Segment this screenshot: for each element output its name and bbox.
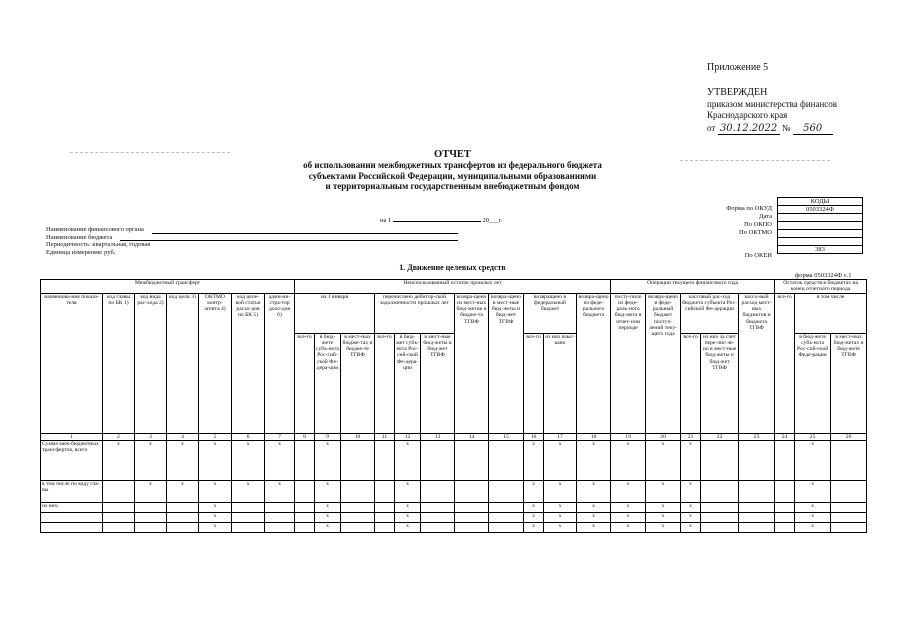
sub-collected: из них взыс-кано (544, 333, 577, 433)
codes-header: КОДЫ (778, 198, 863, 206)
table-cell (775, 522, 795, 532)
table-cell (701, 440, 739, 480)
table-cell (135, 502, 167, 512)
form-reference: форма 0503324Ф с.1 (795, 272, 852, 279)
approval-number: 560 (793, 123, 833, 135)
table-cell: x (611, 512, 646, 522)
table-cell (701, 480, 739, 502)
table-cell: x (646, 522, 681, 532)
col-number: 7 (265, 433, 295, 440)
table-cell (421, 512, 455, 522)
table-cell: x (395, 480, 421, 502)
codes-table (777, 197, 863, 254)
table-cell: x (577, 502, 611, 512)
main-table (40, 279, 867, 533)
table-row (41, 512, 867, 522)
table-cell: x (795, 522, 831, 532)
sub-all: все-го (375, 333, 395, 433)
col-number: 23 (739, 433, 775, 440)
table-cell (375, 440, 395, 480)
table-cell (489, 440, 524, 480)
col-number: 6 (232, 433, 265, 440)
table-cell (739, 522, 775, 532)
number-label: № (781, 123, 791, 133)
col-number: 22 (701, 433, 739, 440)
table-cell: x (524, 522, 544, 532)
table-cell: x (167, 480, 199, 502)
period-prefix: на 1 (380, 217, 392, 224)
table-cell (831, 512, 867, 522)
table-cell (295, 502, 315, 512)
table-cell: x (167, 440, 199, 480)
table-cell: x (681, 440, 701, 480)
table-cell (341, 440, 375, 480)
table-cell: x (681, 502, 701, 512)
sub-subject-budget: в бюд-жете субъ-екта Рос-сий-ской Фе-дера-ции (315, 333, 341, 433)
table-cell (295, 522, 315, 532)
table-cell (295, 440, 315, 480)
table-cell: x (577, 480, 611, 502)
col-number: 16 (524, 433, 544, 440)
table-cell (421, 502, 455, 512)
table-cell (421, 522, 455, 532)
table-cell: x (524, 512, 544, 522)
data-rows (41, 440, 867, 532)
col-number: 5 (199, 433, 232, 440)
table-row (41, 440, 867, 480)
table-cell (103, 502, 135, 512)
table-cell (701, 512, 739, 522)
table-cell: x (315, 512, 341, 522)
table-cell (455, 440, 489, 480)
table-cell: x (135, 480, 167, 502)
meta-field-budget (46, 234, 458, 242)
col-goal-code: код цели 3) (167, 293, 199, 433)
table-cell: x (395, 502, 421, 512)
table-cell (421, 480, 455, 502)
table-cell (739, 440, 775, 480)
table-cell: x (199, 522, 232, 532)
col-received-fed: посту-пило из феде-раль-ного бюд-жета в отчет-ном периоде (611, 293, 646, 433)
row-label: в том числе по коду гла-вы (41, 480, 103, 502)
table-cell (341, 502, 375, 512)
table-cell: x (544, 512, 577, 522)
sub-all: все-го (295, 333, 315, 433)
meta-label: Наименование бюджета (46, 233, 113, 241)
sub-local-budget: в мест-ных бюдже-тах и бюдже-те ТГВФ (341, 333, 375, 433)
table-cell: x (395, 440, 421, 480)
table-cell (232, 512, 265, 522)
table-cell (265, 522, 295, 532)
table-cell (341, 522, 375, 532)
meta-field-finorgan (46, 226, 458, 234)
table-cell: x (524, 502, 544, 512)
col-number: 20 (646, 433, 681, 440)
report-subtitle-line3: и территориальным государственным внебюджетным фондом (325, 181, 580, 191)
table-cell: x (135, 440, 167, 480)
table-row (41, 480, 867, 502)
period-blank (393, 221, 481, 222)
table-cell: x (265, 440, 295, 480)
table-cell (341, 480, 375, 502)
period-suffix: 20___г. (482, 217, 503, 224)
table-cell (103, 522, 135, 532)
codes-label-form: Форма по ОКУД (726, 205, 772, 212)
table-cell: x (199, 480, 232, 502)
report-subtitle (0, 160, 905, 192)
col-oktmo: ОКТМО контр-агента 4) (199, 293, 232, 433)
table-cell: x (265, 480, 295, 502)
table-cell (265, 502, 295, 512)
table-cell (295, 512, 315, 522)
col-number: 12 (395, 433, 421, 440)
col-debt: перечислено дебитор-ской задолженности прошлых лет (375, 293, 455, 333)
table-cell (167, 502, 199, 512)
table-cell (265, 512, 295, 522)
col-number: 3 (135, 433, 167, 440)
sub-all: все-го (524, 333, 544, 433)
group-transfer: Межбюджетный трансферт (41, 280, 295, 294)
table-cell: x (315, 502, 341, 512)
col-number: 8 (295, 433, 315, 440)
table-cell: x (611, 522, 646, 532)
table-cell: x (232, 480, 265, 502)
sub-to-local: в мест-ные бюд-жеты и бюд-жет ТГВФ (421, 333, 455, 433)
table-cell (135, 522, 167, 532)
table-cell (775, 512, 795, 522)
table-cell (375, 480, 395, 502)
report-title: ОТЧЕТ (434, 149, 471, 160)
group-unused-balance: Неиспользованный остаток прошлых лет (295, 280, 611, 294)
table-cell: x (315, 480, 341, 502)
table-cell (232, 522, 265, 532)
table-cell: x (611, 440, 646, 480)
col-number: 10 (341, 433, 375, 440)
table-cell: x (232, 440, 265, 480)
col-local-expense: кассо-вый расход мест-ных бюджетов и бюджета ТГВФ (739, 293, 775, 433)
table-cell: x (544, 480, 577, 502)
row-label: Сумма меж-бюджетных трансфертов, всего (41, 440, 103, 480)
col-number: 24 (775, 433, 795, 440)
report-subtitle-line1: об использовании межбюджетных трансфертов из федерального бюджета (303, 160, 602, 170)
table-cell: x (199, 440, 232, 480)
sub-end-subject: в бюд-жете субъ-екта Рос-сий-ской Феде-рации (795, 333, 831, 433)
col-returned-current: возвра-щено в феде-ральный бюджет поступ-лений теку-щего года (646, 293, 681, 433)
col-incl-end: в том числе (795, 293, 867, 333)
table-cell (831, 480, 867, 502)
table-cell: x (395, 522, 421, 532)
table-cell (455, 480, 489, 502)
table-cell (295, 480, 315, 502)
table-cell (455, 522, 489, 532)
table-cell: x (646, 512, 681, 522)
group-current-ops: Операции текущего финансового года (611, 280, 775, 294)
code-okud: 0503324Ф (778, 206, 863, 214)
code-okpo (778, 222, 863, 230)
table-cell (375, 512, 395, 522)
meta-fields (46, 226, 458, 256)
table-row (41, 502, 867, 512)
col-revenue-admin: адми-ни-стра-тор дохо-дов 6) (265, 293, 295, 433)
table-cell: x (395, 512, 421, 522)
table-cell (135, 512, 167, 522)
table-cell: x (795, 480, 831, 502)
table-cell (167, 512, 199, 522)
table-cell (341, 512, 375, 522)
table-cell: x (795, 440, 831, 480)
table-cell (103, 512, 135, 522)
table-cell: x (681, 512, 701, 522)
table-cell (831, 522, 867, 532)
col-number: 21 (681, 433, 701, 440)
report-subtitle-line2: субъектами Российской Федерации, муниципальными образованиями (308, 170, 597, 181)
table-cell (489, 480, 524, 502)
col-target-article: код целе-вой статьи расхо-дов по БК 5) (232, 293, 265, 433)
col-jan1: на 1 января (295, 293, 375, 333)
codes-label-okei: По ОКЕИ (744, 252, 772, 259)
table-cell: x (544, 502, 577, 512)
col-number: 19 (611, 433, 646, 440)
table-cell (739, 512, 775, 522)
col-number: 18 (577, 433, 611, 440)
approval-line2: Краснодарского края (707, 110, 788, 120)
table-cell (103, 480, 135, 502)
row-label: из них: (41, 502, 103, 512)
sub-to-subject: в бюд-жет субъ-екта Рос-сий-ской Фе-дера-ции (395, 333, 421, 433)
table-cell: x (681, 522, 701, 532)
approval-heading: УТВЕРЖДЕН (707, 87, 768, 98)
table-cell (701, 522, 739, 532)
meta-field-periodicity: Периодичность: квартальная, годовая (46, 241, 151, 248)
table-cell (455, 512, 489, 522)
table-cell (489, 522, 524, 532)
table-cell (775, 440, 795, 480)
section-title: 1. Движение целевых средств (399, 263, 506, 272)
approval-line1: приказом министерства финансов (707, 99, 838, 109)
table-cell: x (577, 440, 611, 480)
table-cell (232, 502, 265, 512)
codes-label-date: Дата (759, 213, 772, 220)
table-cell: x (681, 480, 701, 502)
col-name: наименова-ние показа-теля (41, 293, 103, 433)
group-header-row (41, 280, 867, 294)
row-label (41, 512, 103, 522)
meta-field-unit: Единица измерения: руб. (46, 248, 116, 256)
table-cell (739, 480, 775, 502)
approval-date: 30.12.2022 (718, 123, 780, 135)
col-returned-fed: возвращено в федеральный бюджет (524, 293, 577, 333)
meta-label: Наименование финансового органа (46, 226, 144, 233)
table-cell: x (103, 440, 135, 480)
col-number: 14 (455, 433, 489, 440)
table-cell (167, 522, 199, 532)
col-number: 15 (489, 433, 524, 440)
col-chapter-code: код главы по БК 1) (103, 293, 135, 433)
table-cell: x (524, 480, 544, 502)
table-cell (455, 502, 489, 512)
table-cell: x (199, 512, 232, 522)
code-okei: 383 (778, 246, 863, 254)
table-cell: x (315, 440, 341, 480)
period-line (380, 217, 502, 225)
col-number: 9 (315, 433, 341, 440)
col-number: 4 (167, 433, 199, 440)
col-returned-from-local: возвра-щено из мест-ных бюд-жетов и бюдже-та ТГВФ (455, 293, 489, 433)
code-date (778, 214, 863, 222)
table-cell: x (544, 522, 577, 532)
col-cash-expense: кассовый рас-ход бюджета субъекта Рос-сийской Фе-дерации (681, 293, 739, 333)
table-cell: x (524, 440, 544, 480)
table-cell: x (646, 480, 681, 502)
col-number: 1 (41, 433, 103, 440)
appendix-label: Приложение 5 (707, 62, 769, 73)
col-number: 17 (544, 433, 577, 440)
table-cell: x (611, 502, 646, 512)
col-header-row (41, 293, 867, 333)
table-row (41, 522, 867, 532)
table-cell (775, 502, 795, 512)
col-returned-to-local: возвра-щено в мест-ные бюд-жеты и бюд-жет ТГВФ (489, 293, 524, 433)
table-cell (739, 502, 775, 512)
table-cell: x (577, 522, 611, 532)
table-cell: x (795, 502, 831, 512)
code-oktmo (778, 230, 863, 238)
code-blank (778, 238, 863, 246)
col-number: 2 (103, 433, 135, 440)
codes-label-oktmo: По ОКТМО (739, 229, 772, 236)
col-total-end: все-го (775, 293, 795, 433)
col-number: 26 (831, 433, 867, 440)
table-cell: x (646, 440, 681, 480)
meta-blank (152, 226, 458, 234)
table-cell: x (315, 522, 341, 532)
table-cell (489, 512, 524, 522)
col-number: 13 (421, 433, 455, 440)
col-number-row (41, 433, 867, 440)
sub-all: все-го (681, 333, 701, 433)
approval-date-line (707, 123, 833, 135)
table-cell (831, 440, 867, 480)
col-returned-from-fed: возвра-щено из феде-рального бюджета (577, 293, 611, 433)
table-cell (831, 502, 867, 512)
from-prefix: от (707, 123, 716, 133)
table-cell (775, 480, 795, 502)
col-number: 11 (375, 433, 395, 440)
table-cell (489, 502, 524, 512)
table-cell (701, 502, 739, 512)
row-label (41, 522, 103, 532)
table-cell: x (611, 480, 646, 502)
sub-transferred-local: из них за счет пере-чис-ле-но в мест-ные бюд-жеты и бюд-жет ТГВФ (701, 333, 739, 433)
col-number: 25 (795, 433, 831, 440)
table-cell (375, 522, 395, 532)
sub-end-local: в мест-ных бюд-жетах и бюд-жете ТГВФ (831, 333, 867, 433)
table-cell: x (544, 440, 577, 480)
group-end-balance: Остаток средств в бюджетах на конец отчетного периода (775, 280, 867, 294)
meta-blank (120, 234, 458, 242)
table-cell (421, 440, 455, 480)
table-cell (375, 502, 395, 512)
col-expense-code: код вида рас-хода 2) (135, 293, 167, 433)
table-cell: x (577, 512, 611, 522)
table-cell: x (199, 502, 232, 512)
codes-label-okpo: По ОКПО (744, 221, 772, 228)
table-cell: x (795, 512, 831, 522)
table-cell: x (646, 502, 681, 512)
